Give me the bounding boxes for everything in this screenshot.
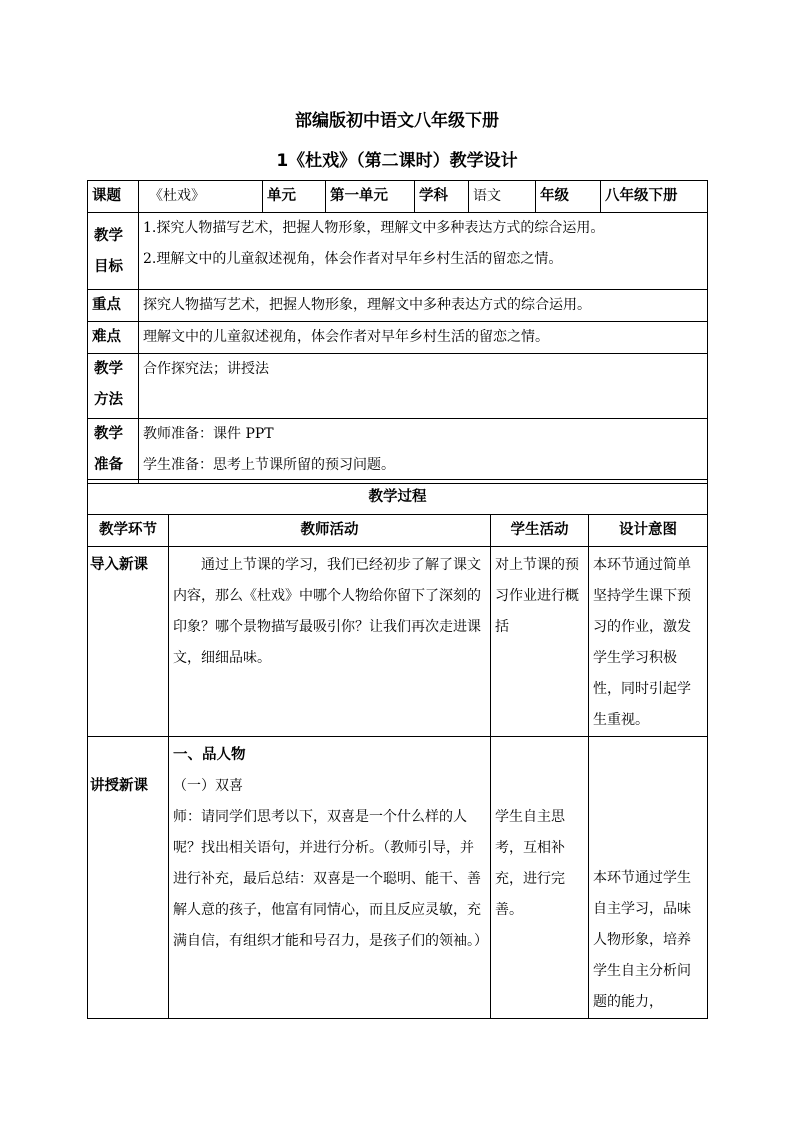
teacher-activity-intro: 通过上节课的学习，我们已经初步了解了课文内容，那么《杜戏》中哪个人物给你留下了深刻的印象？哪个景物描写最吸引你？让我们再次走进课文，细细品味。 [169, 547, 491, 737]
key-point-label: 重点 [88, 290, 139, 322]
method-label [88, 354, 139, 419]
process-columns-row [88, 515, 708, 547]
design-intent-intro: 本环节通过简单坚持学生课下预习的作业，激发学生学习积极性，同时引起学生重视。 [589, 547, 708, 737]
process-table [87, 479, 708, 1019]
design-intent-new-cell [589, 737, 708, 1019]
col-stage: 教学环节 [88, 515, 169, 547]
student-activity-new-cell [491, 737, 589, 1019]
key-point-row [88, 290, 708, 322]
goals-label-text: 教学目标 [94, 228, 123, 275]
grade-value: 八年级下册 [601, 181, 708, 213]
course-value: 《杜戏》 [139, 181, 263, 213]
prep-label [88, 419, 139, 484]
lesson-info-table [87, 180, 708, 484]
stage-intro: 导入新课 [88, 547, 169, 737]
label-subject: 学科 [415, 181, 469, 213]
prep-label-text: 教学准备 [94, 426, 123, 473]
col-teacher: 教师活动 [169, 515, 491, 547]
subject-value: 语文 [469, 181, 536, 213]
prep-row [88, 419, 708, 484]
student-activity-intro: 对上节课的预习作业进行概括 [491, 547, 589, 737]
student-activity-new: 学生自主思考，互相补充，进行完善。 [495, 809, 565, 918]
design-intent-new: 本环节通过学生自主学习，品味人物形象，培养学生自主分析问题的能力， [593, 870, 691, 1010]
stage-new-lesson-cell [88, 737, 169, 1019]
difficulty-text: 理解文中的儿童叙述视角，体会作者对早年乡村生活的留恋之情。 [139, 322, 708, 354]
label-unit: 单元 [263, 181, 326, 213]
unit-value: 第一单元 [326, 181, 415, 213]
section-heading: 一、品人物 [173, 747, 246, 763]
label-course: 课题 [88, 181, 139, 213]
process-header: 教学过程 [88, 480, 708, 515]
method-row [88, 354, 708, 419]
process-header-row [88, 480, 708, 515]
table-row [88, 547, 708, 737]
col-intent: 设计意图 [589, 515, 708, 547]
prep-cell [139, 419, 708, 484]
difficulty-row [88, 322, 708, 354]
document-title: 部编版初中语文八年级下册 [295, 111, 499, 131]
goals-label [88, 213, 139, 290]
method-text: 合作探究法；讲授法 [139, 354, 708, 419]
table-row [88, 737, 708, 1019]
goals-row [88, 213, 708, 290]
info-row [88, 181, 708, 213]
label-grade: 年级 [536, 181, 601, 213]
prep-teacher: 教师准备：课件 PPT [143, 426, 274, 442]
goal-2: 2.理解文中的儿童叙述视角，体会作者对早年乡村生活的留恋之情。 [143, 251, 563, 267]
col-student: 学生活动 [491, 515, 589, 547]
teacher-activity-text: 师：请同学们思考以下，双喜是一个什么样的人呢？找出相关语句，并进行分析。（教师引导，并进行补充，最后总结：双喜是一个聪明、能干、善解人意的孩子，他富有同情心，而且反应灵敏，充满自信，有组织才能和号召力，是孩子们的领袖。） [173, 809, 488, 949]
section-subheading: （一）双喜 [173, 778, 243, 794]
method-label-text: 教学方法 [94, 361, 123, 408]
stage-new-lesson: 讲授新课 [90, 778, 148, 794]
key-point-text: 探究人物描写艺术，把握人物形象，理解文中多种表达方式的综合运用。 [139, 290, 708, 322]
document-subtitle: 1《杜戏》（第二课时）教学设计 [276, 151, 518, 171]
goal-1: 1.探究人物描写艺术，把握人物形象，理解文中多种表达方式的综合运用。 [143, 220, 605, 236]
teacher-activity-new [169, 737, 491, 1019]
prep-student: 学生准备：思考上节课所留的预习问题。 [143, 457, 395, 473]
difficulty-label: 难点 [88, 322, 139, 354]
goals-cell [139, 213, 708, 290]
